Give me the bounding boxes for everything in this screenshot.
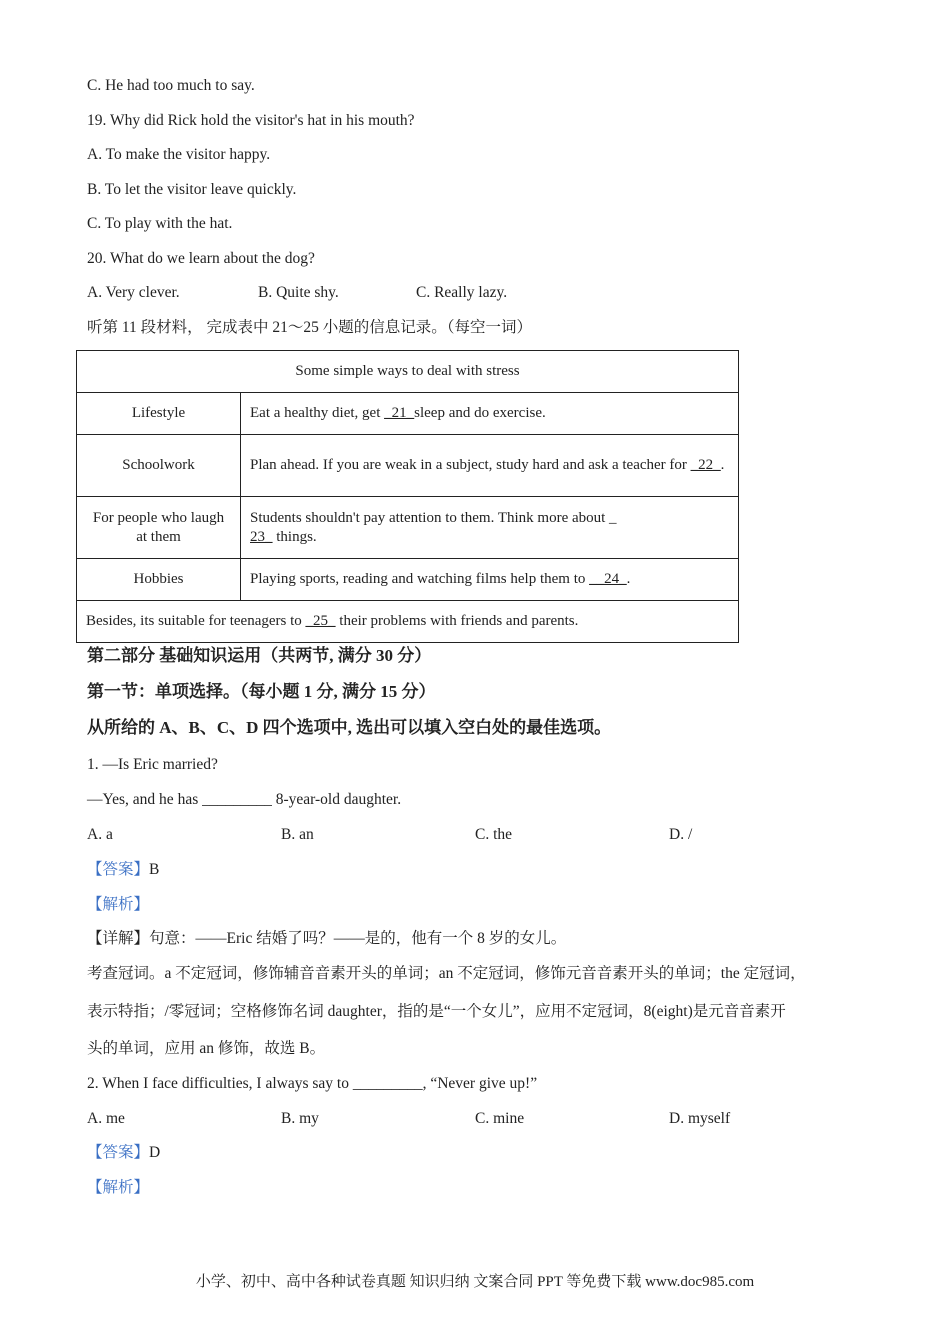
option-text: C. To play with the hat. [87, 215, 233, 232]
answer-value: D [149, 1144, 161, 1161]
page-footer: 小学、初中、高中各种试卷真题 知识归纳 文案合同 PPT 等免费下载 www.doc985.com [195, 1274, 755, 1290]
question-20: 20. What do we learn about the dog? [87, 250, 315, 267]
explanation-line: 表示特指；/零冠词；空格修饰名词 daughter，指的是“一个女儿”，应用不定冠词，8(eight)是元音音素开 [87, 1003, 786, 1020]
answer-value: B [149, 861, 160, 878]
table-footer-row [77, 601, 739, 643]
option-c: C. mine [475, 1110, 525, 1127]
blank-24: __24_ [589, 571, 627, 587]
row-label: For people who laugh at them [77, 497, 241, 559]
question-2: 2. When I face difficulties, I always say to _________, “Never give up!” [87, 1075, 538, 1092]
blank-23: 23_ [250, 528, 273, 545]
option-text: B. Quite shy. [258, 284, 339, 301]
explanation-line: 考查冠词。a 不定冠词，修饰辅音音素开头的单词；an 不定冠词，修饰元音音素开头的单词；the 定冠词， [87, 965, 806, 982]
row-content: Eat a healthy diet, get _21_sleep and do exercise. [241, 393, 739, 435]
table-row [77, 497, 739, 559]
part-heading: 第二部分 基础知识运用（共两节, 满分 30 分） [87, 646, 432, 665]
option-d: D. / [669, 826, 693, 843]
section-instruction: 从所给的 A、B、C、D 四个选项中, 选出可以填入空白处的最佳选项。 [87, 718, 612, 737]
option-a: A. me [87, 1110, 125, 1127]
option-text: A. Very clever. [87, 284, 180, 301]
table-row [77, 559, 739, 601]
explanation-line: 头的单词，应用 an 修饰，故选 B。 [87, 1040, 326, 1057]
detail-line: 【详解】句意：——Eric 结婚了吗？——是的，他有一个 8 岁的女儿。 [87, 930, 567, 947]
analysis-tag: 【解析】 [87, 896, 150, 913]
option-b: B. an [281, 826, 314, 843]
blank-22: _22_ [690, 457, 721, 473]
listening-instruction: 听第 11 段材料， 完成表中 21～25 小题的信息记录。（每空一词） [87, 319, 533, 336]
option-text: A. To make the visitor happy. [87, 146, 271, 163]
answer-tag: 【答案】 [87, 861, 150, 878]
table-row [77, 435, 739, 497]
table-title: Some simple ways to deal with stress [77, 351, 739, 393]
row-content: Playing sports, reading and watching films help them to __24_. [241, 559, 739, 601]
option-c: C. the [475, 826, 513, 843]
blank-25: _25_ [305, 613, 336, 629]
section-heading: 第一节：单项选择。（每小题 1 分, 满分 15 分） [87, 682, 436, 701]
question-1: 1. —Is Eric married? [87, 756, 218, 773]
info-table [76, 350, 739, 643]
option-b: B. my [281, 1110, 319, 1127]
option-d: D. myself [669, 1110, 731, 1127]
row-label: Lifestyle [77, 393, 241, 435]
answer-tag: 【答案】 [87, 1144, 150, 1161]
analysis-tag: 【解析】 [87, 1179, 150, 1196]
row-content: Besides, its suitable for teenagers to _25_ their problems with friends and parents. [77, 601, 739, 643]
blank-21: _21_ [384, 405, 415, 421]
option-a: A. a [87, 826, 113, 843]
option-text: C. He had too much to say. [87, 77, 255, 94]
question-19: 19. Why did Rick hold the visitor's hat in his mouth? [87, 112, 415, 129]
answer-line [87, 1143, 160, 1163]
row-label: Schoolwork [77, 435, 241, 497]
detail-tag: 【详解】 [87, 930, 150, 947]
question-1-line2: —Yes, and he has _________ 8-year-old daughter. [87, 791, 402, 808]
option-text: C. Really lazy. [416, 284, 508, 301]
answer-line [87, 860, 159, 880]
table-row [77, 393, 739, 435]
row-content: Students shouldn't pay attention to them. Think more about _ 23_ things. [241, 497, 739, 559]
row-content: Plan ahead. If you are weak in a subject, study hard and ask a teacher for _22_. [241, 435, 739, 497]
row-label: Hobbies [77, 559, 241, 601]
option-text: B. To let the visitor leave quickly. [87, 181, 297, 198]
